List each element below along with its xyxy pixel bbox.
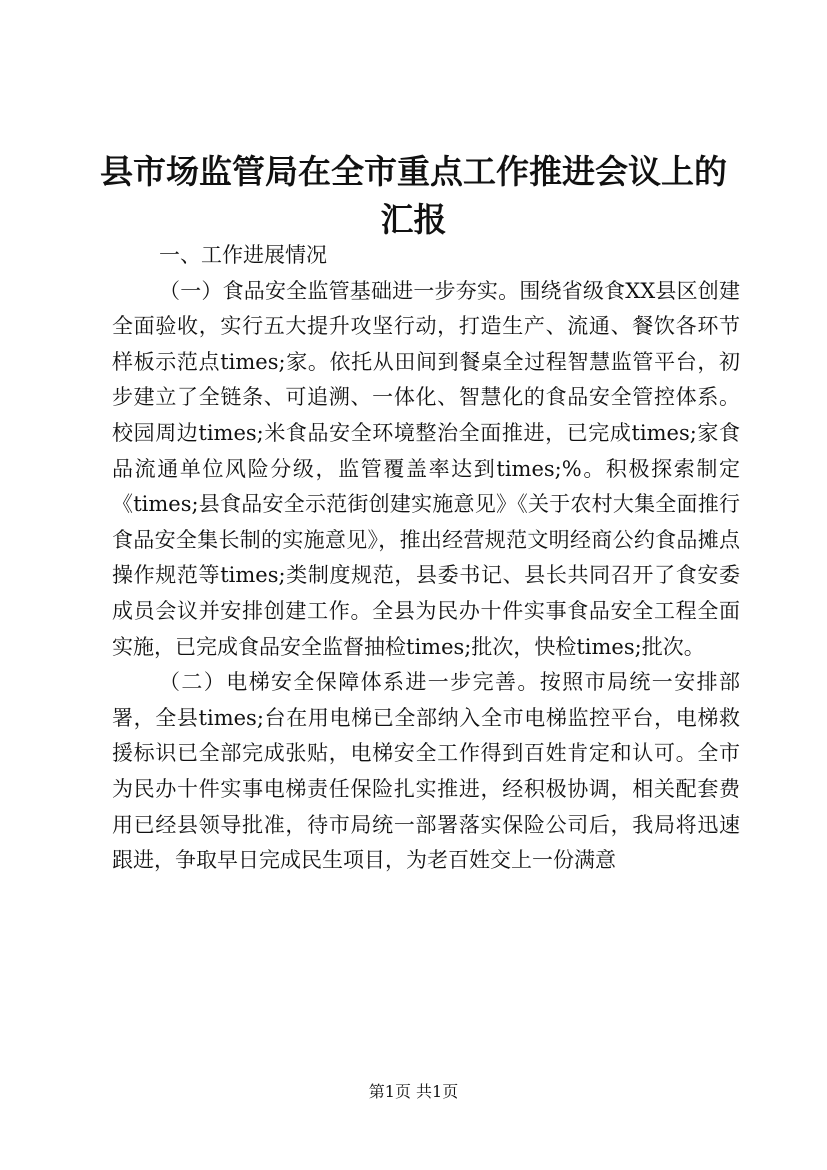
document-title: 县市场监管局在全市重点工作推进会议上的汇报 (100, 152, 727, 239)
document-body (112, 238, 740, 879)
page-number-label: 第1页 共1页 (368, 1082, 459, 1101)
paragraph-elevator-safety: （二）电梯安全保障体系进一步完善。按照市局统一安排部署，全县times;台在用电梯已全部纳入全市电梯监控平台，电梯救援标识已全部完成张贴，电梯安全工作得到百姓肯定和认可。全市为民办十件实事电梯责任保险扎实推进，经积极协调，相关配套费用已经县领导批准，待市局统一部署落实保险公司后，我局将迅速跟进，争取早日完成民生项目，为老百姓交上一份满意 (112, 670, 740, 873)
section-heading: 一、工作进展情况 (159, 243, 327, 267)
page-footer (0, 1082, 827, 1102)
paragraph-food-safety: （一）食品安全监管基础进一步夯实。围绕省级食XX县区创建全面验收，实行五大提升攻坚行动，打造生产、流通、餐饮各环节样板示范点times;家。依托从田间到餐桌全过程智慧监管平台，初步建立了全链条、可追溯、一体化、智慧化的食品安全管控体系。校园周边times;米食品安全环境整治全面推进，已完成times;家食品流通单位风险分级，监管覆盖率达到times;%。积极探索制定《times;县食品安全示范街创建实施意见》《关于农村大集全面推行食品安全集长制的实施意见》，推出经营规范文明经商公约食品摊点操作规范等times;类制度规范，县委书记、县长共同召开了食安委成员会议并安排创建工作。全县为民办十件实事食品安全工程全面实施，已完成食品安全监督抽检times;批次，快检times;批次。 (112, 278, 740, 659)
